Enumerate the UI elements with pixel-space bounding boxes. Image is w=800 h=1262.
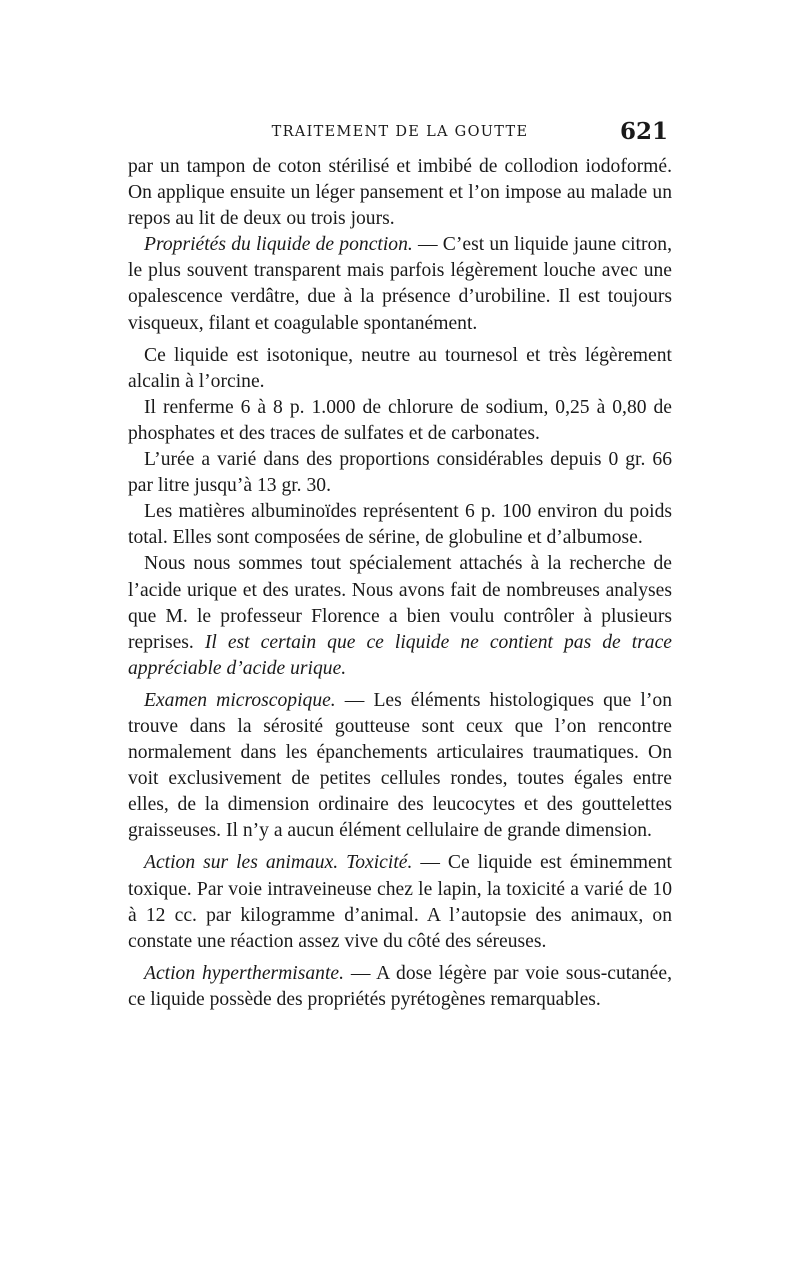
paragraph-isotonic (128, 343, 672, 395)
body-text (128, 154, 672, 1013)
paragraph-text: — Ce liquide est éminemment toxique. Par voie intraveineuse chez le lapin, la toxicité a varié de 10 à 12 cc. par kilogramme d’animal. A l’autopsie des animaux, on constate une réaction assez vive du côté des séreuses. (128, 852, 672, 952)
paragraph-hyperthermia (128, 961, 672, 1013)
paragraph-liquid-properties (128, 232, 672, 336)
paragraph-text: — C’est un liquide jaune citron, le plus souvent transparent mais parfois légèrement louche avec une opalescence verdâtre, due à la présence d’urobiline. Il est toujours visqueux, filant et coagulable spontanément. (128, 234, 672, 334)
page-header (130, 118, 670, 148)
paragraph-text: — Les éléments histologiques que l’on trouve dans la sérosité goutteuse sont ceux que l’on rencontre normalement dans les épanchements articulaires traumatiques. On voit exclusivement de petites cellules rondes, toutes égales entre elles, de la dimension ordinaire des leucocytes et des gouttelettes graisseuses. Il n’y a aucun élément cellulaire de grande dimension. (128, 689, 672, 842)
paragraph-urea (128, 447, 672, 499)
paragraph-composition (128, 395, 672, 447)
paragraph-text: par un tampon de coton stérilisé et imbibé de collodion iodoformé. On applique ensuite un léger pansement et l’on impose au malade un repos au lit de deux ou trois jours. (128, 156, 672, 230)
paragraph-conclusion-italic: Il est certain que ce liquide ne contient pas de trace appréciable d’acide urique. (128, 631, 672, 679)
page-number: 621 (619, 118, 668, 145)
paragraph-text: Les matières albuminoïdes représentent 6 p. 100 environ du poids total. Elles sont composées de sérine, de globuline et d’albumose. (128, 501, 672, 549)
paragraph-uric-acid (128, 551, 672, 681)
section-heading-hyperthermia: Action hyperthermisante. (144, 962, 344, 984)
section-heading-microscopic-exam: Examen microscopique. (144, 689, 336, 711)
paragraph-text: L’urée a varié dans des proportions considérables depuis 0 gr. 66 par litre jusqu’à 13 gr. 30. (128, 449, 672, 497)
paragraph-continuation (128, 154, 672, 232)
paragraph-microscopic-exam (128, 688, 672, 845)
paragraph-text: Ce liquide est isotonique, neutre au tournesol et très légèrement alcalin à l’orcine. (128, 344, 672, 392)
section-heading-toxicity: Action sur les animaux. Toxicité. (144, 852, 413, 874)
paragraph-text: Nous nous sommes tout spécialement attachés à la recherche de l’acide urique et des urates. Nous avons fait de nombreuses analyses que M. le professeur Florence a bien voulu contrôler à plusieurs reprises. (128, 553, 672, 653)
running-title: TRAITEMENT DE LA GOUTTE (271, 124, 529, 140)
paragraph-toxicity (128, 850, 672, 954)
paragraph-albuminoids (128, 499, 672, 551)
paragraph-text: — A dose légère par voie sous-cutanée, ce liquide possède des propriétés pyrétogènes remarquables. (128, 962, 672, 1010)
paragraph-text: Il renferme 6 à 8 p. 1.000 de chlorure de sodium, 0,25 à 0,80 de phosphates et des traces de sulfates et de carbonates. (128, 396, 672, 444)
section-heading-liquid-properties: Propriétés du liquide de ponction. (144, 234, 413, 256)
